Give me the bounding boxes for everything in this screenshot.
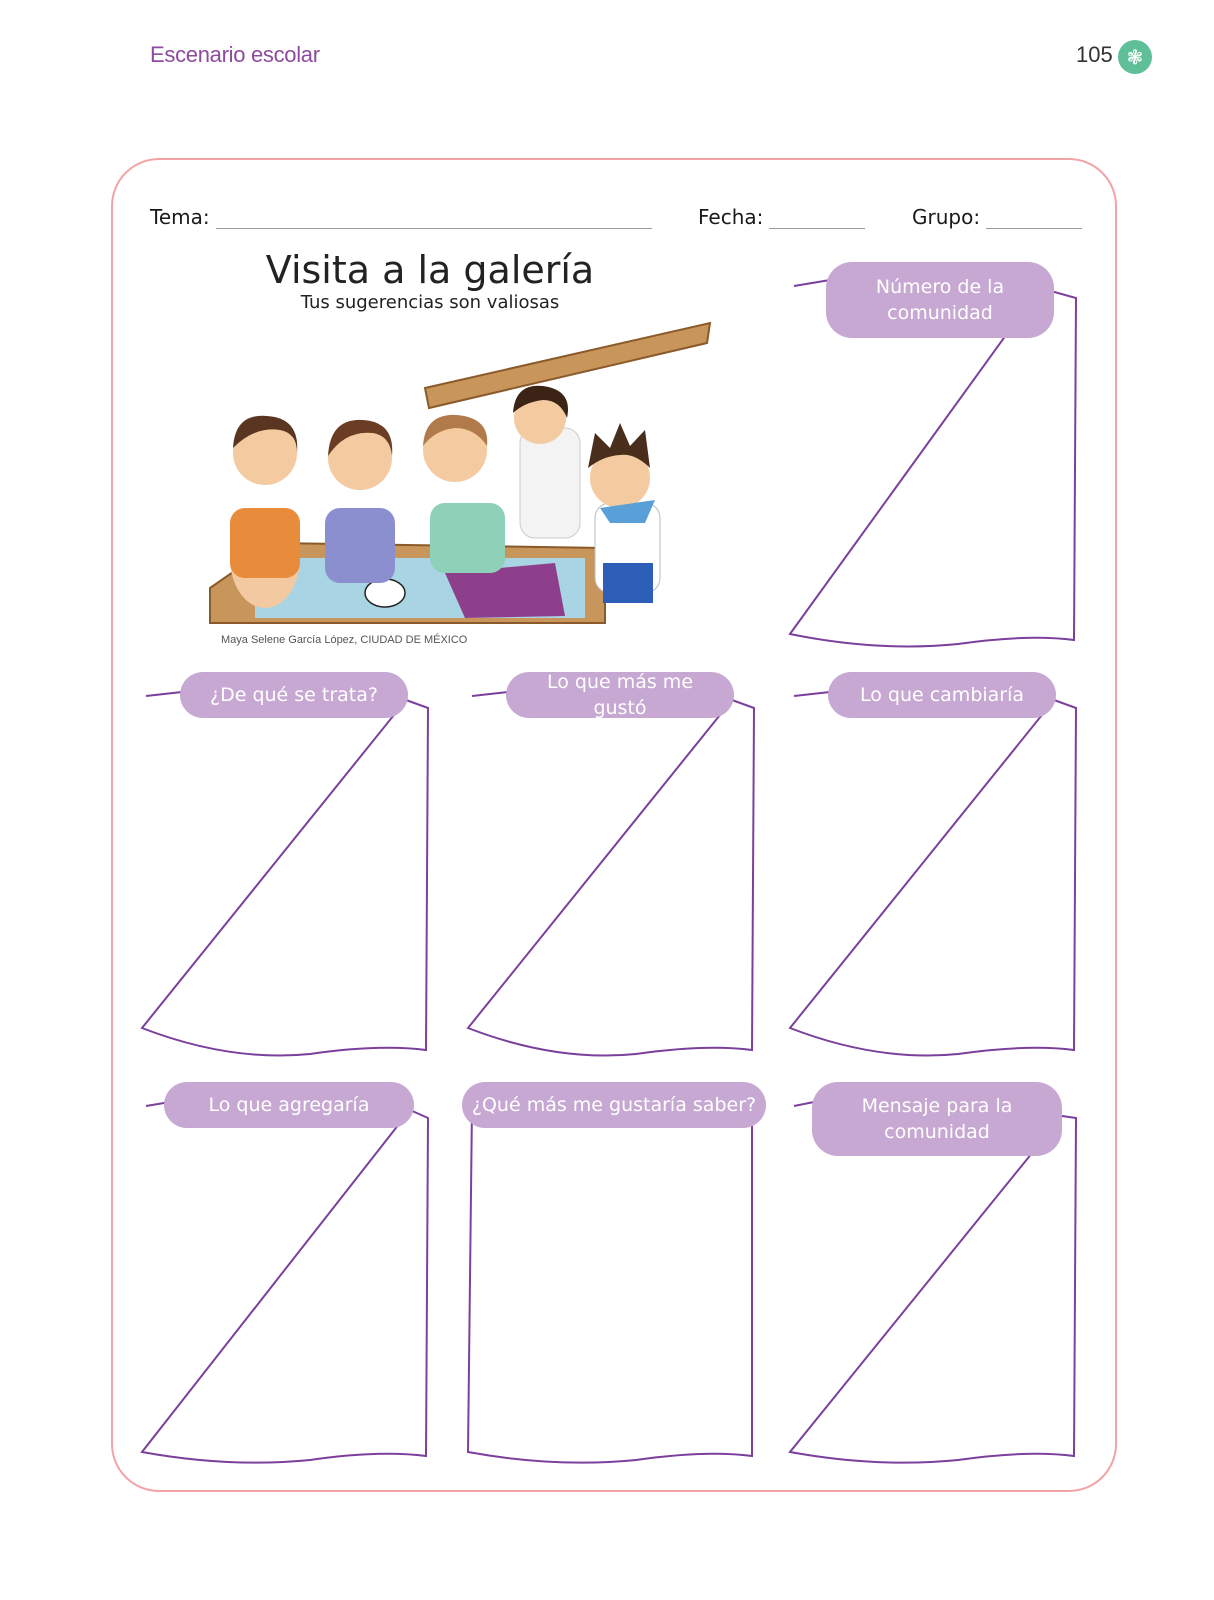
fecha-label: Fecha: <box>698 205 764 229</box>
box-label: Lo que agregaría <box>164 1082 414 1128</box>
flower-icon: ❃ <box>1118 40 1152 74</box>
box-label: ¿Qué más me gustaría saber? <box>462 1082 766 1128</box>
box-what-i-liked-most[interactable] <box>466 672 758 1058</box>
tema-field[interactable] <box>150 205 652 229</box>
grupo-field[interactable] <box>912 205 1082 229</box>
box-label: Número de la comunidad <box>826 262 1054 338</box>
box-outline <box>140 672 432 1058</box>
box-what-i-would-add[interactable] <box>140 1082 432 1468</box>
children-art-illustration <box>185 318 715 630</box>
box-label: ¿De qué se trata? <box>180 672 408 718</box>
box-community-number[interactable] <box>788 262 1080 648</box>
page-title: Visita a la galería <box>265 248 595 292</box>
box-outline <box>140 1082 432 1468</box>
grupo-line[interactable] <box>986 206 1082 229</box>
illustration-credit: Maya Selene García López, CIUDAD DE MÉXICO <box>221 634 468 646</box>
page-subtitle: Tus sugerencias son valiosas <box>300 292 560 313</box>
box-what-i-would-change[interactable] <box>788 672 1080 1058</box>
box-label: Lo que más me gustó <box>506 672 734 718</box>
section-title: Escenario escolar <box>150 42 320 67</box>
tema-label: Tema: <box>150 205 210 229</box>
box-what-is-it-about[interactable] <box>140 672 432 1058</box>
fecha-field[interactable] <box>698 205 865 229</box>
page-number: 105 <box>1076 42 1113 67</box>
tema-line[interactable] <box>216 206 652 229</box>
box-what-else-to-know[interactable] <box>466 1082 758 1468</box>
fecha-line[interactable] <box>769 206 865 229</box>
grupo-label: Grupo: <box>912 205 981 229</box>
box-label: Mensaje para la comunidad <box>812 1082 1062 1156</box>
box-label: Lo que cambiaría <box>828 672 1056 718</box>
box-outline <box>788 672 1080 1058</box>
box-outline <box>466 672 758 1058</box>
box-outline <box>466 1082 758 1468</box>
box-message-to-community[interactable] <box>788 1082 1080 1468</box>
